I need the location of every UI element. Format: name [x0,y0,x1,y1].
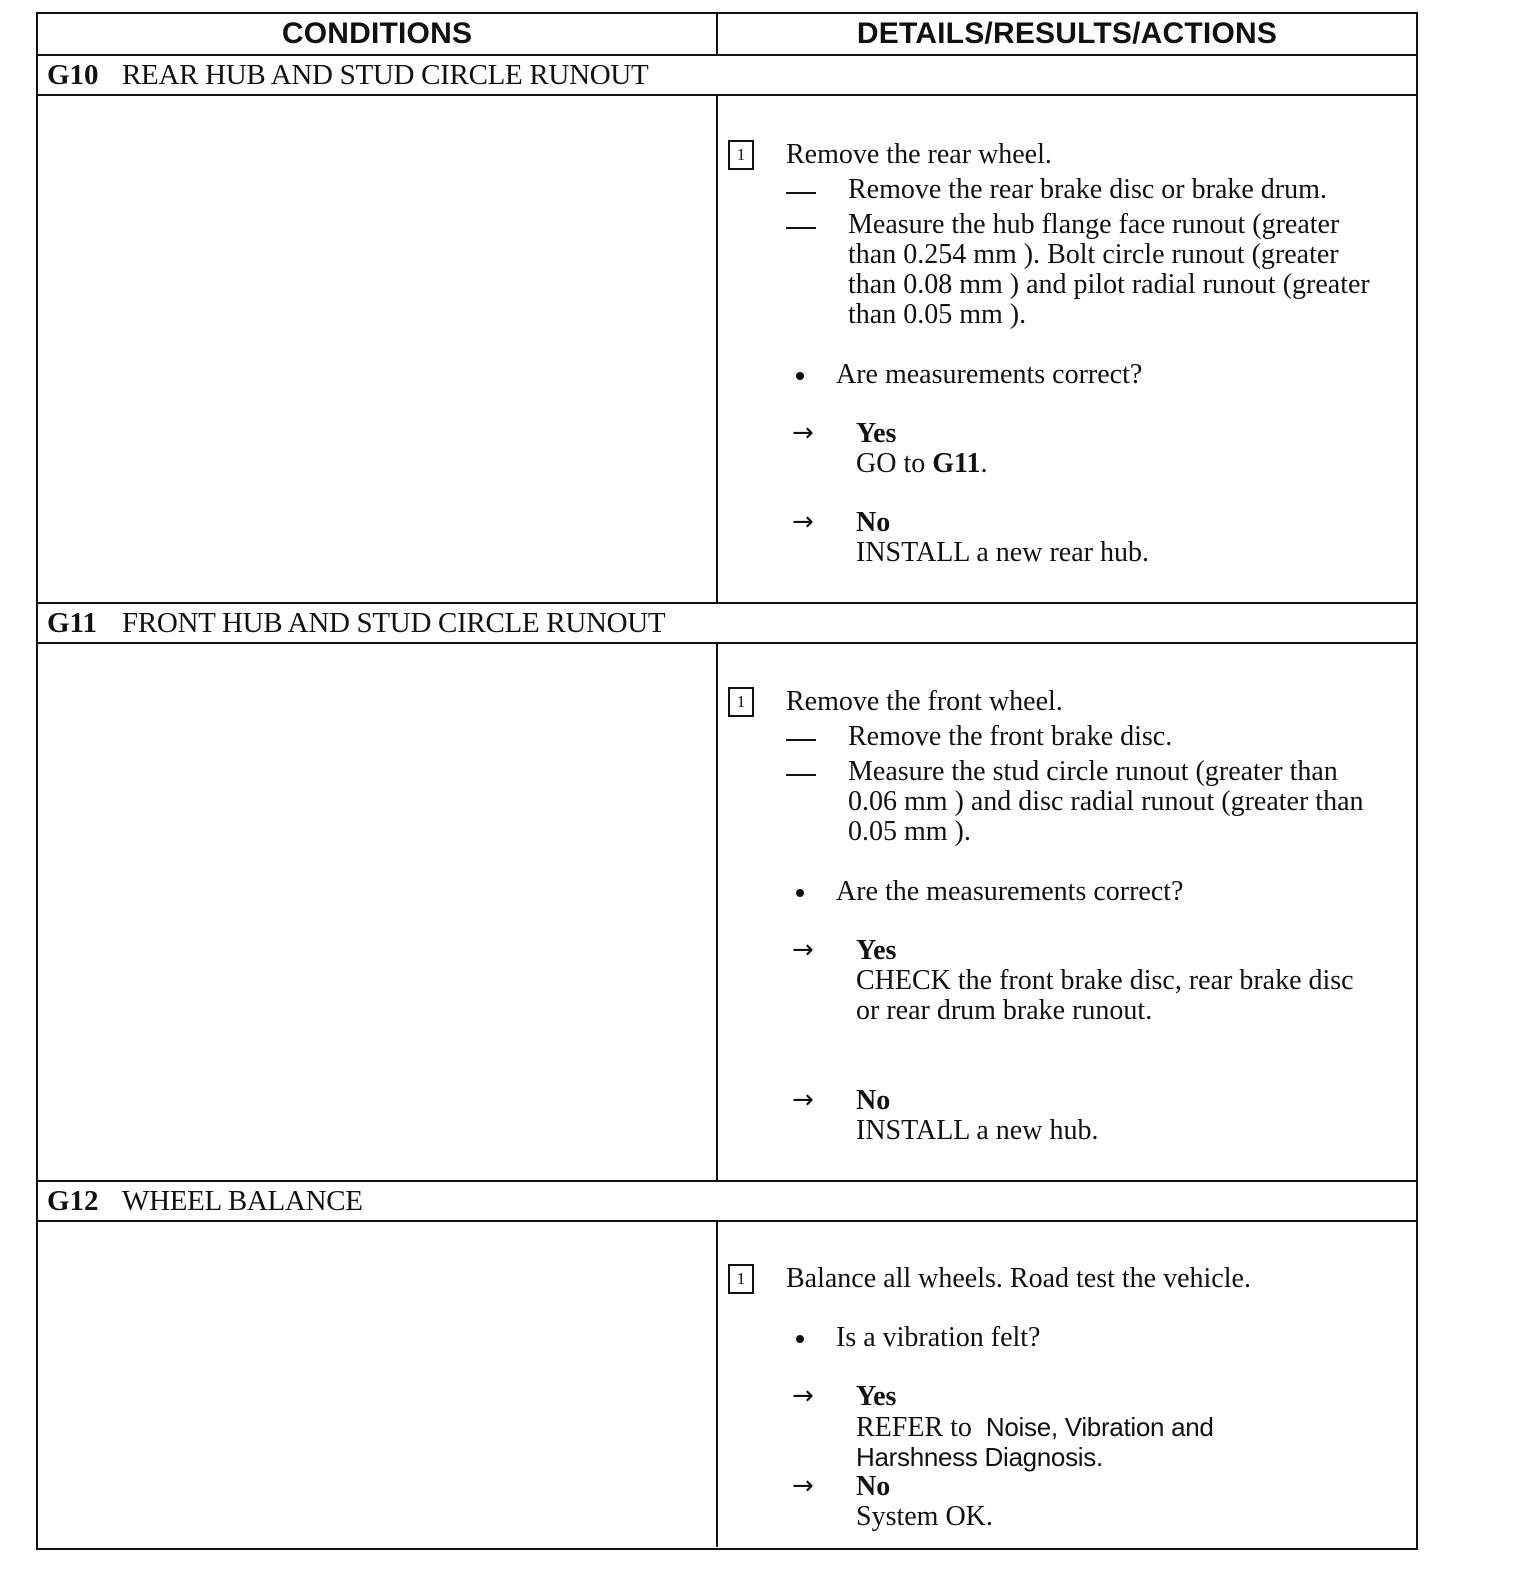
details-cell [718,1222,1416,1547]
dash-icon [786,774,816,776]
bullet-icon [796,889,804,897]
section-name: REAR HUB AND STUD CIRCLE RUNOUT [122,58,649,91]
section-code: G11 [47,606,97,639]
yes-action-line: or rear drum brake runout. [856,995,1153,1026]
table-header [38,14,1416,56]
conditions-column-header: CONDITIONS [38,14,718,54]
right-arrow-icon: → [792,935,814,965]
conditions-cell [38,96,718,602]
no-label: No [856,1471,891,1502]
dash-item-line: than 0.254 mm ). Bolt circle runout (greater [848,239,1339,270]
section-name: WHEEL BALANCE [122,1184,363,1217]
dash-item-line: 0.06 mm ) and disc radial runout (greater than [848,786,1364,817]
section-body-g12 [38,1222,1416,1547]
right-arrow-icon: → [792,1471,814,1501]
no-action: INSTALL a new hub. [856,1115,1099,1146]
yes-action-line [856,1412,1214,1443]
section-name: FRONT HUB AND STUD CIRCLE RUNOUT [122,606,666,639]
yes-action-prefix: REFER to [856,1412,972,1443]
details-column-header: DETAILS/RESULTS/ACTIONS [856,17,1278,50]
dash-icon [786,192,816,194]
step-number-box: 1 [728,1264,754,1294]
conditions-cell [38,1222,718,1547]
dash-item-line: Measure the hub flange face runout (greater [848,209,1340,240]
dash-icon [786,739,816,741]
section-title-g12 [38,1182,1416,1222]
section-code: G12 [47,1184,99,1217]
no-action: System OK. [856,1501,993,1532]
no-label: No [856,1085,891,1116]
step-text: Balance all wheels. Road test the vehicle. [786,1263,1251,1294]
right-arrow-icon: → [792,1085,814,1115]
step-number-box: 1 [728,140,754,170]
no-label: No [856,507,891,538]
details-cell [718,96,1416,602]
section-body-g11 [38,644,1416,1182]
yes-action-line: CHECK the front brake disc, rear brake disc [856,965,1354,996]
section-title-g10 [38,56,1416,96]
question-text: Are the measurements correct? [836,876,1184,907]
right-arrow-icon: → [792,418,814,448]
step-text: Remove the front wheel. [786,686,1063,717]
yes-action-suffix: . [980,448,988,479]
bullet-icon [796,372,804,380]
dash-item-line: 0.05 mm ). [848,816,971,847]
yes-action-line: Harshness Diagnosis. [856,1442,1103,1472]
right-arrow-icon: → [792,1381,814,1411]
diagnostic-table [36,12,1418,1550]
step-number-box: 1 [728,687,754,717]
conditions-cell [38,644,718,1180]
right-arrow-icon: → [792,507,814,537]
yes-label: Yes [856,1381,897,1412]
dash-item-line: than 0.08 mm ) and pilot radial runout (greater [848,269,1370,300]
details-cell [718,644,1416,1180]
yes-action-ref: G11 [932,448,981,479]
no-action: INSTALL a new rear hub. [856,537,1149,568]
section-code: G10 [47,58,99,91]
step-text: Remove the rear wheel. [786,139,1052,170]
yes-action-ref: Noise, Vibration and [985,1412,1214,1442]
yes-label: Yes [856,935,897,966]
dash-icon [786,227,816,229]
dash-item-line: than 0.05 mm ). [848,299,1027,330]
section-title-g11 [38,604,1416,644]
dash-item-line: Remove the front brake disc. [848,721,1173,752]
question-text: Is a vibration felt? [836,1322,1041,1353]
bullet-icon [796,1335,804,1343]
yes-action [856,449,987,479]
section-body-g10 [38,96,1416,604]
yes-action-prefix: GO to [856,448,933,479]
yes-label: Yes [856,418,897,449]
dash-item-line: Measure the stud circle runout (greater than [848,756,1338,787]
dash-item-line: Remove the rear brake disc or brake drum. [848,174,1327,205]
question-text: Are measurements correct? [836,359,1143,390]
